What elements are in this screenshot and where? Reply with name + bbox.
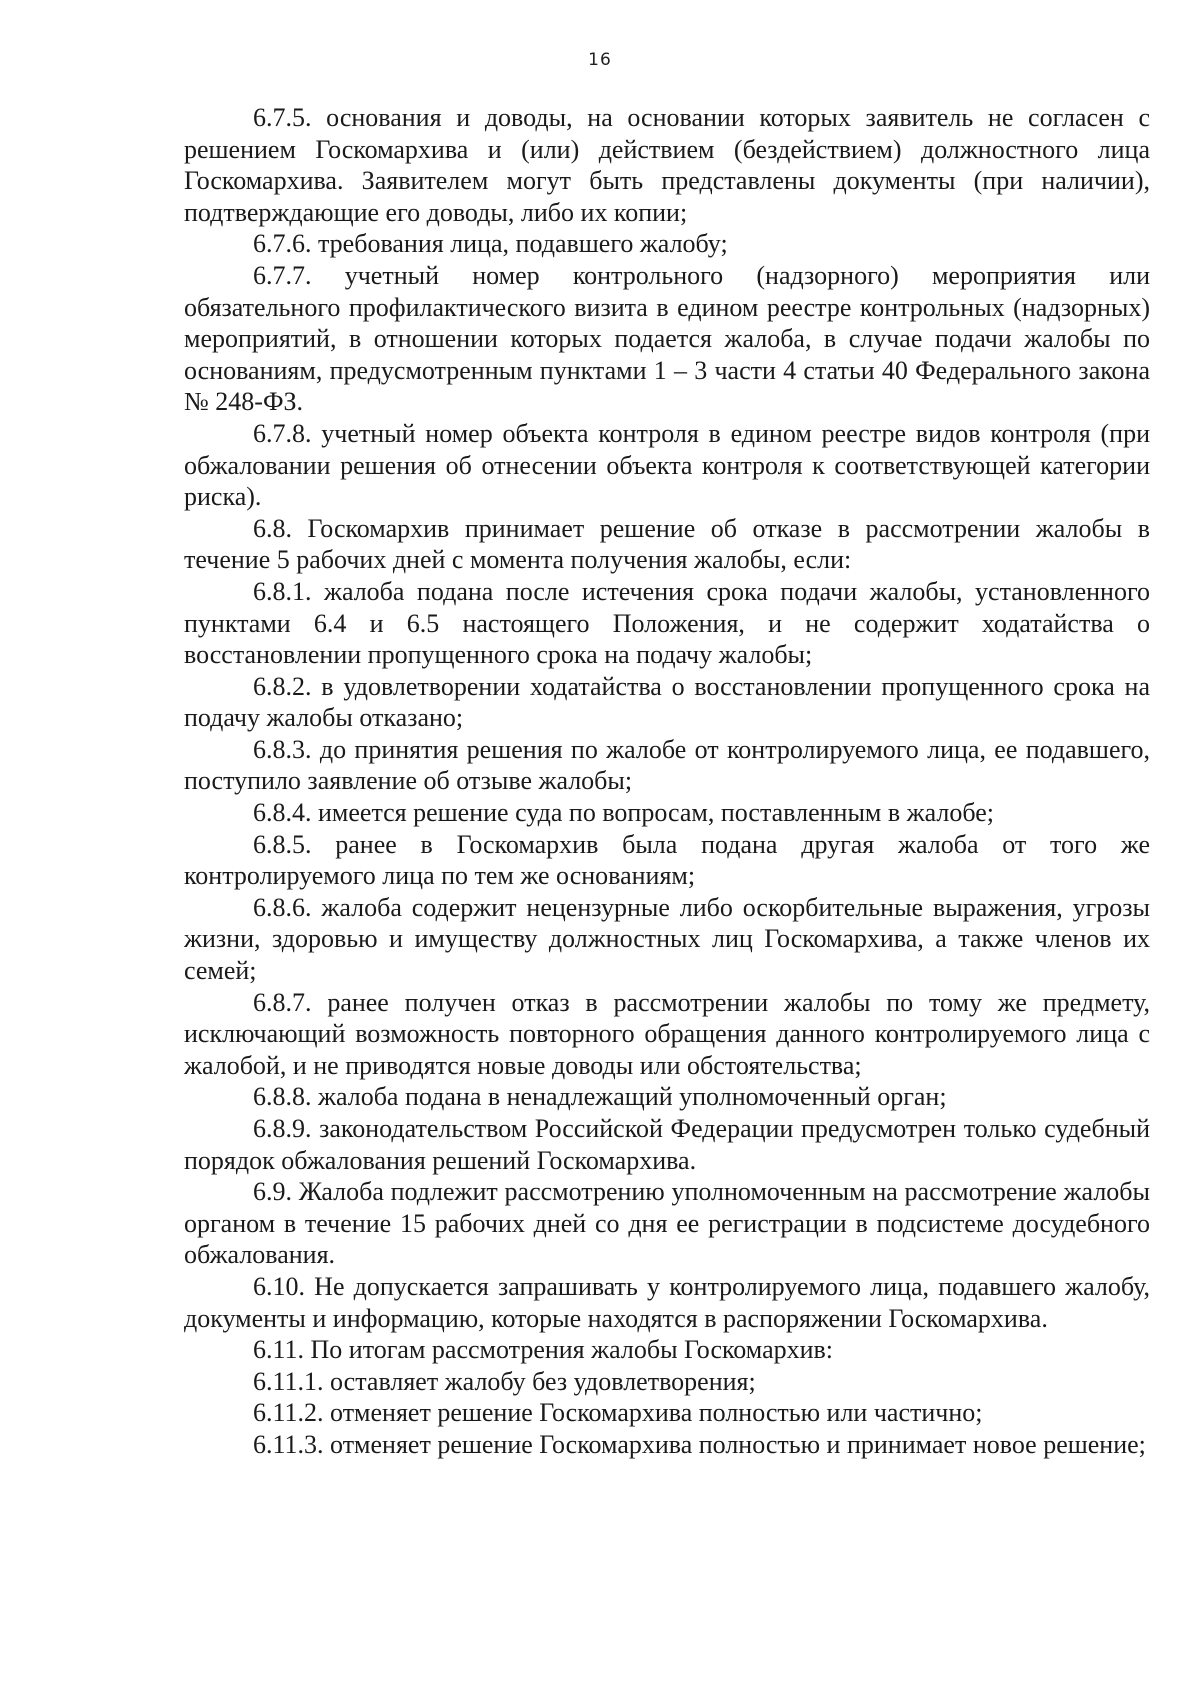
paragraph-6-8-2: 6.8.2. в удовлетворении ходатайства о восстановлении пропущенного срока на подачу жалобы отказано; bbox=[184, 671, 1150, 733]
paragraph-6-8-6: 6.8.6. жалоба содержит нецензурные либо оскорбительные выражения, угрозы жизни, здоровью и имуществу должностных лиц Госкомархива, а также членов их семей; bbox=[184, 892, 1150, 986]
paragraph-6-11: 6.11. По итогам рассмотрения жалобы Госкомархив: bbox=[253, 1335, 834, 1365]
paragraph-6-7-7: 6.7.7. учетный номер контрольного (надзорного) мероприятия или обязательного профилактического визита в едином реестре контрольных (надзорных) мероприятий, в отношении которых подается жалоба, в случае подачи жалобы по основаниям, предусмотренным пунктами 1 – 3 части 4 статьи 40 Федерального закона № 248-ФЗ. bbox=[184, 260, 1150, 417]
paragraph-6-8-3: 6.8.3. до принятия решения по жалобе от контролируемого лица, ее подавшего, поступило заявление об отзыве жалобы; bbox=[184, 734, 1150, 796]
paragraph-6-8-8: 6.8.8. жалоба подана в ненадлежащий уполномоченный орган; bbox=[253, 1082, 947, 1112]
paragraph-6-8-1: 6.8.1. жалоба подана после истечения срока подачи жалобы, установленного пунктами 6.4 и 6.5 настоящего Положения, и не содержит ходатайства о восстановлении пропущенного срока на подачу жалобы; bbox=[184, 576, 1150, 670]
paragraph-6-8: 6.8. Госкомархив принимает решение об отказе в рассмотрении жалобы в течение 5 рабочих дней с момента получения жалобы, если: bbox=[184, 513, 1150, 575]
paragraph-6-8-9: 6.8.9. законодательством Российской Федерации предусмотрен только судебный порядок обжалования решений Госкомархива. bbox=[184, 1114, 1150, 1175]
paragraph-6-8-7: 6.8.7. ранее получен отказ в рассмотрении жалобы по тому же предмету, исключающий возможность повторного обращения данного контролируемого лица с жалобой, и не приводятся новые доводы или обстоятельства; bbox=[184, 987, 1150, 1080]
paragraph-6-8-5: 6.8.5. ранее в Госкомархив была подана другая жалоба от того же контролируемого лица по тем же основаниям; bbox=[184, 829, 1150, 891]
paragraph-6-7-8: 6.7.8. учетный номер объекта контроля в едином реестре видов контроля (при обжаловании решения об отнесении объекта контроля к соответствующей категории риска). bbox=[184, 418, 1150, 512]
paragraph-6-11-1: 6.11.1. оставляет жалобу без удовлетворения; bbox=[253, 1366, 756, 1396]
paragraph-6-7-6: 6.7.6. требования лица, подавшего жалобу; bbox=[253, 229, 728, 259]
paragraph-6-10: 6.10. Не допускается запрашивать у контролируемого лица, подавшего жалобу, документы и информацию, которые находятся в распоряжении Госкомархива. bbox=[184, 1271, 1150, 1333]
paragraph-6-11-3: 6.11.3. отменяет решение Госкомархива полностью и принимает новое решение; bbox=[253, 1429, 1146, 1459]
page-number: 16 bbox=[588, 50, 612, 70]
paragraph-6-9: 6.9. Жалоба подлежит рассмотрению уполномоченным на рассмотрение жалобы органом в течение 15 рабочих дней со дня ее регистрации в подсистеме досудебного обжалования. bbox=[184, 1177, 1150, 1270]
paragraph-6-7-5: 6.7.5. основания и доводы, на основании которых заявитель не согласен с решением Госкомархива и (или) действием (бездействием) должностного лица Госкомархива. Заявителем могут быть представлены документы (при наличии), подтверждающие его доводы, либо их копии; bbox=[184, 103, 1150, 227]
document-body bbox=[184, 102, 1150, 1461]
paragraph-6-8-4: 6.8.4. имеется решение суда по вопросам, поставленным в жалобе; bbox=[253, 798, 994, 828]
paragraph-6-11-2: 6.11.2. отменяет решение Госкомархива полностью или частично; bbox=[253, 1398, 983, 1428]
